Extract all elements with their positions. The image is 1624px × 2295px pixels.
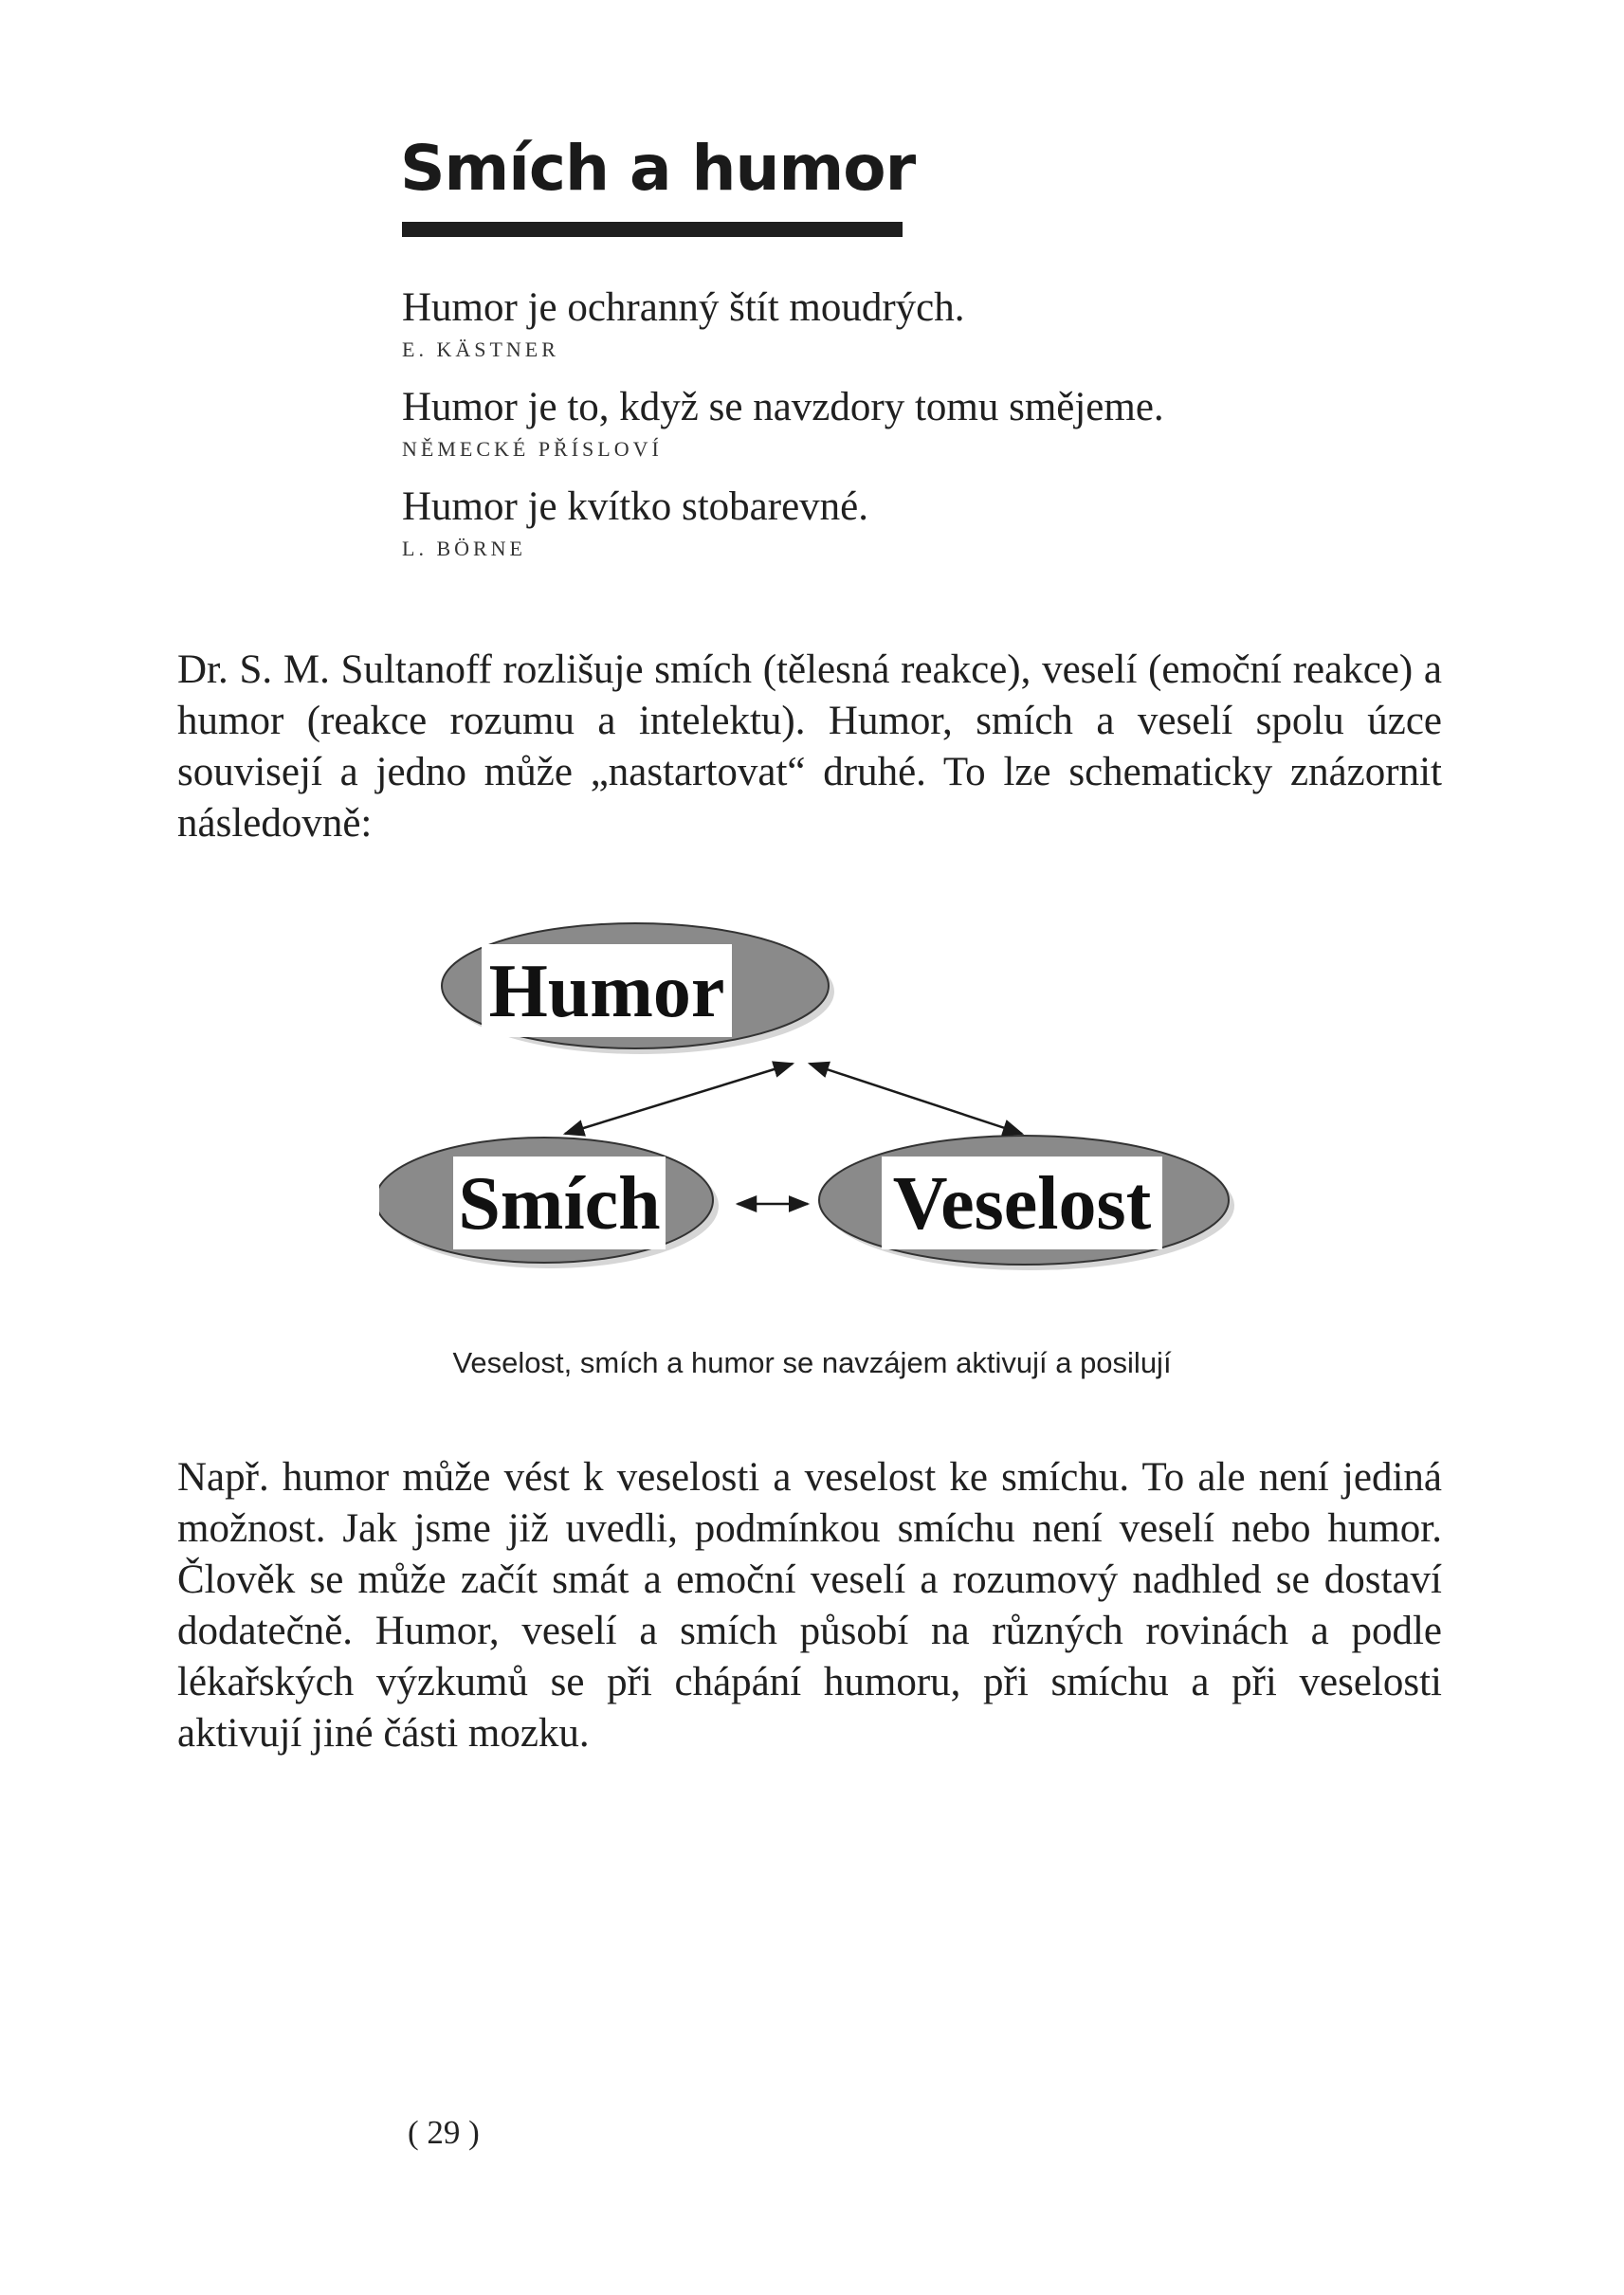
quote-item [402, 281, 1350, 364]
body-paragraph-intro: Dr. S. M. Sultanoff rozlišuje smích (tělesná reakce), veselí (emoční reakce) a humor (reakce rozumu a intelektu). Humor, smích a veselí spolu úzce souvisejí a jedno může „nastartovat“ druhé. To lze schematicky znázornit následovně: [177, 647, 1442, 846]
quote-text: Humor je to, když se navzdory tomu smějeme. [402, 385, 1164, 429]
title-underline-rule [402, 222, 903, 237]
smich-node-label: Smích [458, 1162, 661, 1246]
arrow-humor-veselost [810, 1064, 1022, 1134]
quote-author: NĚMECKÉ PŘÍSLOVÍ [402, 437, 663, 461]
epigraph-quotes [402, 281, 1350, 579]
humor-relationship-diagram [379, 901, 1270, 1299]
quote-author: E. KÄSTNER [402, 337, 559, 361]
page-number: ( 29 ) [408, 2114, 480, 2151]
body-paragraph-main: Např. humor může vést k veselosti a veselost ke smíchu. To ale není jediná možnost. Jak jsme již uvedli, podmínkou smíchu není veselí nebo humor. Člověk se může začít smát a emoční veselí a rozumový nadhled se dostaví dodatečně. Humor, veselí a smích působí na různých rovinách a podle lékařských výzkumů se při chápání humoru, při smíchu a při veselosti aktivují jiné části mozku. [177, 1455, 1442, 1756]
quote-author: L. BÖRNE [402, 537, 526, 560]
humor-node-label: Humor [488, 950, 725, 1033]
quote-text: Humor je ochranný štít moudrých. [402, 285, 965, 330]
quote-item [402, 380, 1350, 464]
quote-item [402, 480, 1350, 563]
veselost-node-label: Veselost [892, 1162, 1152, 1246]
page-title: Smích a humor [400, 132, 916, 205]
quote-text: Humor je kvítko stobarevné. [402, 484, 869, 529]
diagram-caption: Veselost, smích a humor se navzájem aktivují a posilují [452, 1346, 1172, 1379]
arrow-humor-smich [565, 1064, 793, 1134]
